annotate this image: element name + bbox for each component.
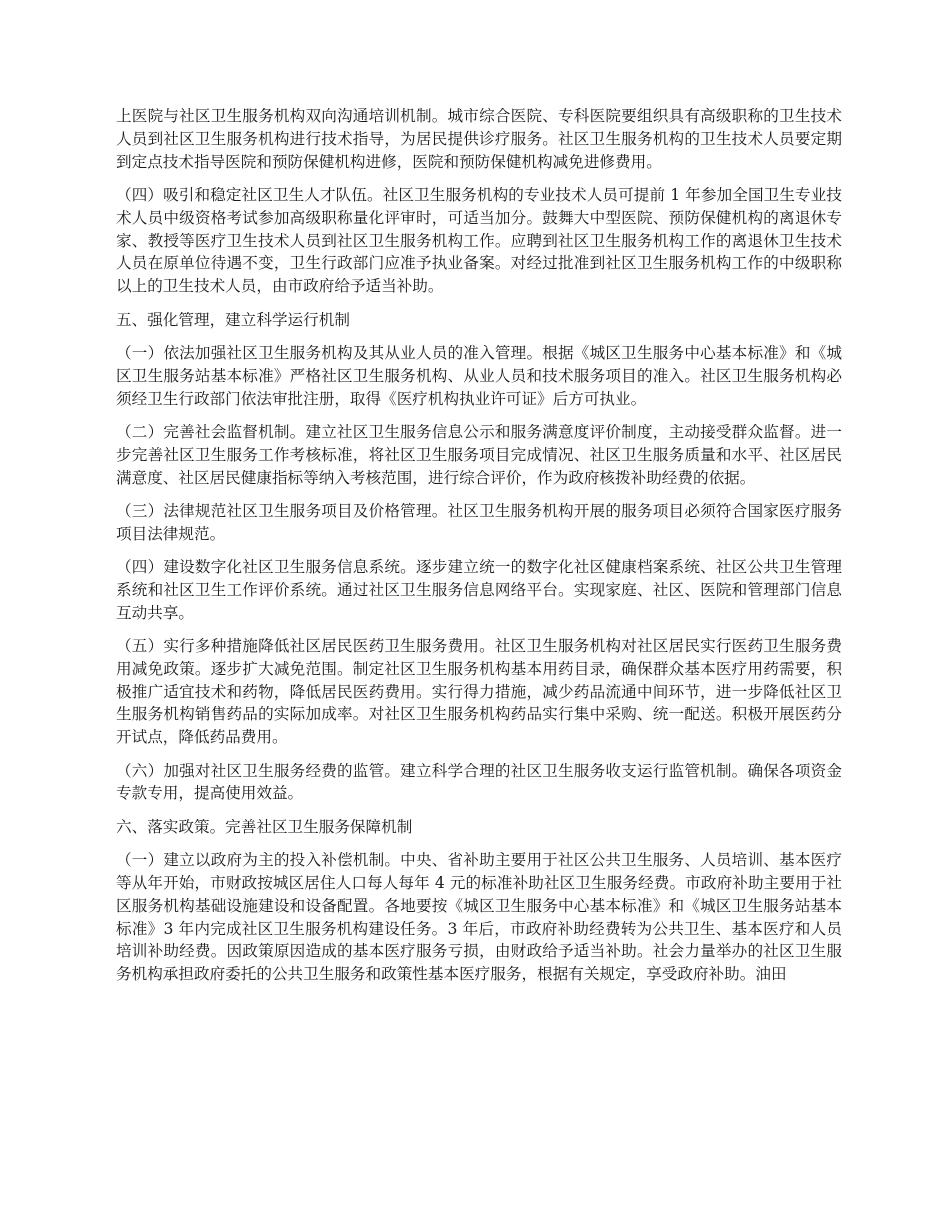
paragraph-price-management: （三）法律规范社区卫生服务项目及价格管理。社区卫生服务机构开展的服务项目必须符合国家医疗服务项目法律规范。 (116, 501, 842, 543)
paragraph-information-system: （四）建设数字化社区卫生服务信息系统。逐步建立统一的数字化社区健康档案系统、社区公共卫生管理系统和社区卫生工作评价系统。通过社区卫生服务信息网络平台。实现家庭、社区、医院和管理部门信息互动共享。 (116, 558, 842, 622)
paragraph-social-supervision: （二）完善社会监督机制。建立社区卫生服务信息公示和服务满意度评价制度，主动接受群众监督。进一步完善社区卫生服务工作考核标准，将社区卫生服务项目完成情况、社区卫生服务质量和水平、社区居民满意度、社区居民健康指标等纳入考核范围，进行综合评价，作为政府核拨补助经费的依据。 (116, 422, 842, 487)
section-heading-management: 五、强化管理，建立科学运行机制 (116, 310, 350, 329)
paragraph-talent-team: （四）吸引和稳定社区卫生人才队伍。社区卫生服务机构的专业技术人员可提前 1 年参加全国卫生专业技术人员中级资格考试参加高级职称量化评审时，可适当加分。鼓舞大中型医院、预防保健机构的离退休专家、教授等医疗卫生技术人员到社区卫生服务机构工作。应聘到社区卫生服务机构工作的离退休卫生技术人员在原单位待遇不变，卫生行政部门应准予执业备案。对经过批准到社区卫生服务机构工作的中级职称以上的卫生技术人员，由市政府给予适当补助。 (116, 185, 842, 296)
section-heading-policy: 六、落实政策。完善社区卫生服务保障机制 (116, 817, 413, 836)
paragraph-reduce-costs: （五）实行多种措施降低社区居民医药卫生服务费用。社区卫生服务机构对社区居民实行医药卫生服务费用减免政策。逐步扩大减免范围。制定社区卫生服务机构基本用药目录，确保群众基本医疗用药需要，积极推广适宜技术和药物，降低居民医药费用。实行得力措施，减少药品流通中间环节，进一步降低社区卫生服务机构销售药品的实际加成率。对社区卫生服务机构药品实行集中采购、统一配送。积极开展医药分开试点，降低药品费用。 (116, 637, 842, 747)
paragraph-access-management: （一）依法加强社区卫生服务机构及其从业人员的准入管理。根据《城区卫生服务中心基本标准》和《城区卫生服务站基本标准》严格社区卫生服务机构、从业人员和技术服务项目的准入。社区卫生服务机构必须经卫生行政部门依法审批注册，取得《医疗机构执业许可证》后方可执业。 (116, 343, 842, 408)
paragraph-investment-mechanism: （一）建立以政府为主的投入补偿机制。中央、省补助主要用于社区公共卫生服务、人员培训、基本医疗等从年开始，市财政按城区居住人口每人每年 4 元的标准补助社区卫生服务经费。市政府补助主要用于社区服务机构基础设施建设和设备配置。各地要按《城区卫生服务中心基本标准》和《城区卫生服务站基本标准》3 年内完成社区卫生服务机构建设任务。3 年后，市政府补助经费转为公共卫生、基本医疗和人员培训补助经费。因政策原因造成的基本医疗服务亏损，由财政给予适当补助。社会力量举办的社区卫生服务机构承担政府委托的公共卫生服务和政策性基本医疗服务，根据有关规定，享受政府补助。油田 (116, 851, 842, 984)
paragraph-funding-supervision: （六）加强对社区卫生服务经费的监管。建立科学合理的社区卫生服务收支运行监管机制。确保各项资金专款专用，提高使用效益。 (116, 761, 842, 803)
paragraph-training-mechanism: 上医院与社区卫生服务机构双向沟通培训机制。城市综合医院、专科医院要组织具有高级职称的卫生技术人员到社区卫生服务机构进行技术指导，为居民提供诊疗服务。社区卫生服务机构的卫生技术人员要定期到定点技术指导医院和预防保健机构进修，医院和预防保健机构减免进修费用。 (116, 107, 842, 171)
document-body (116, 105, 842, 997)
